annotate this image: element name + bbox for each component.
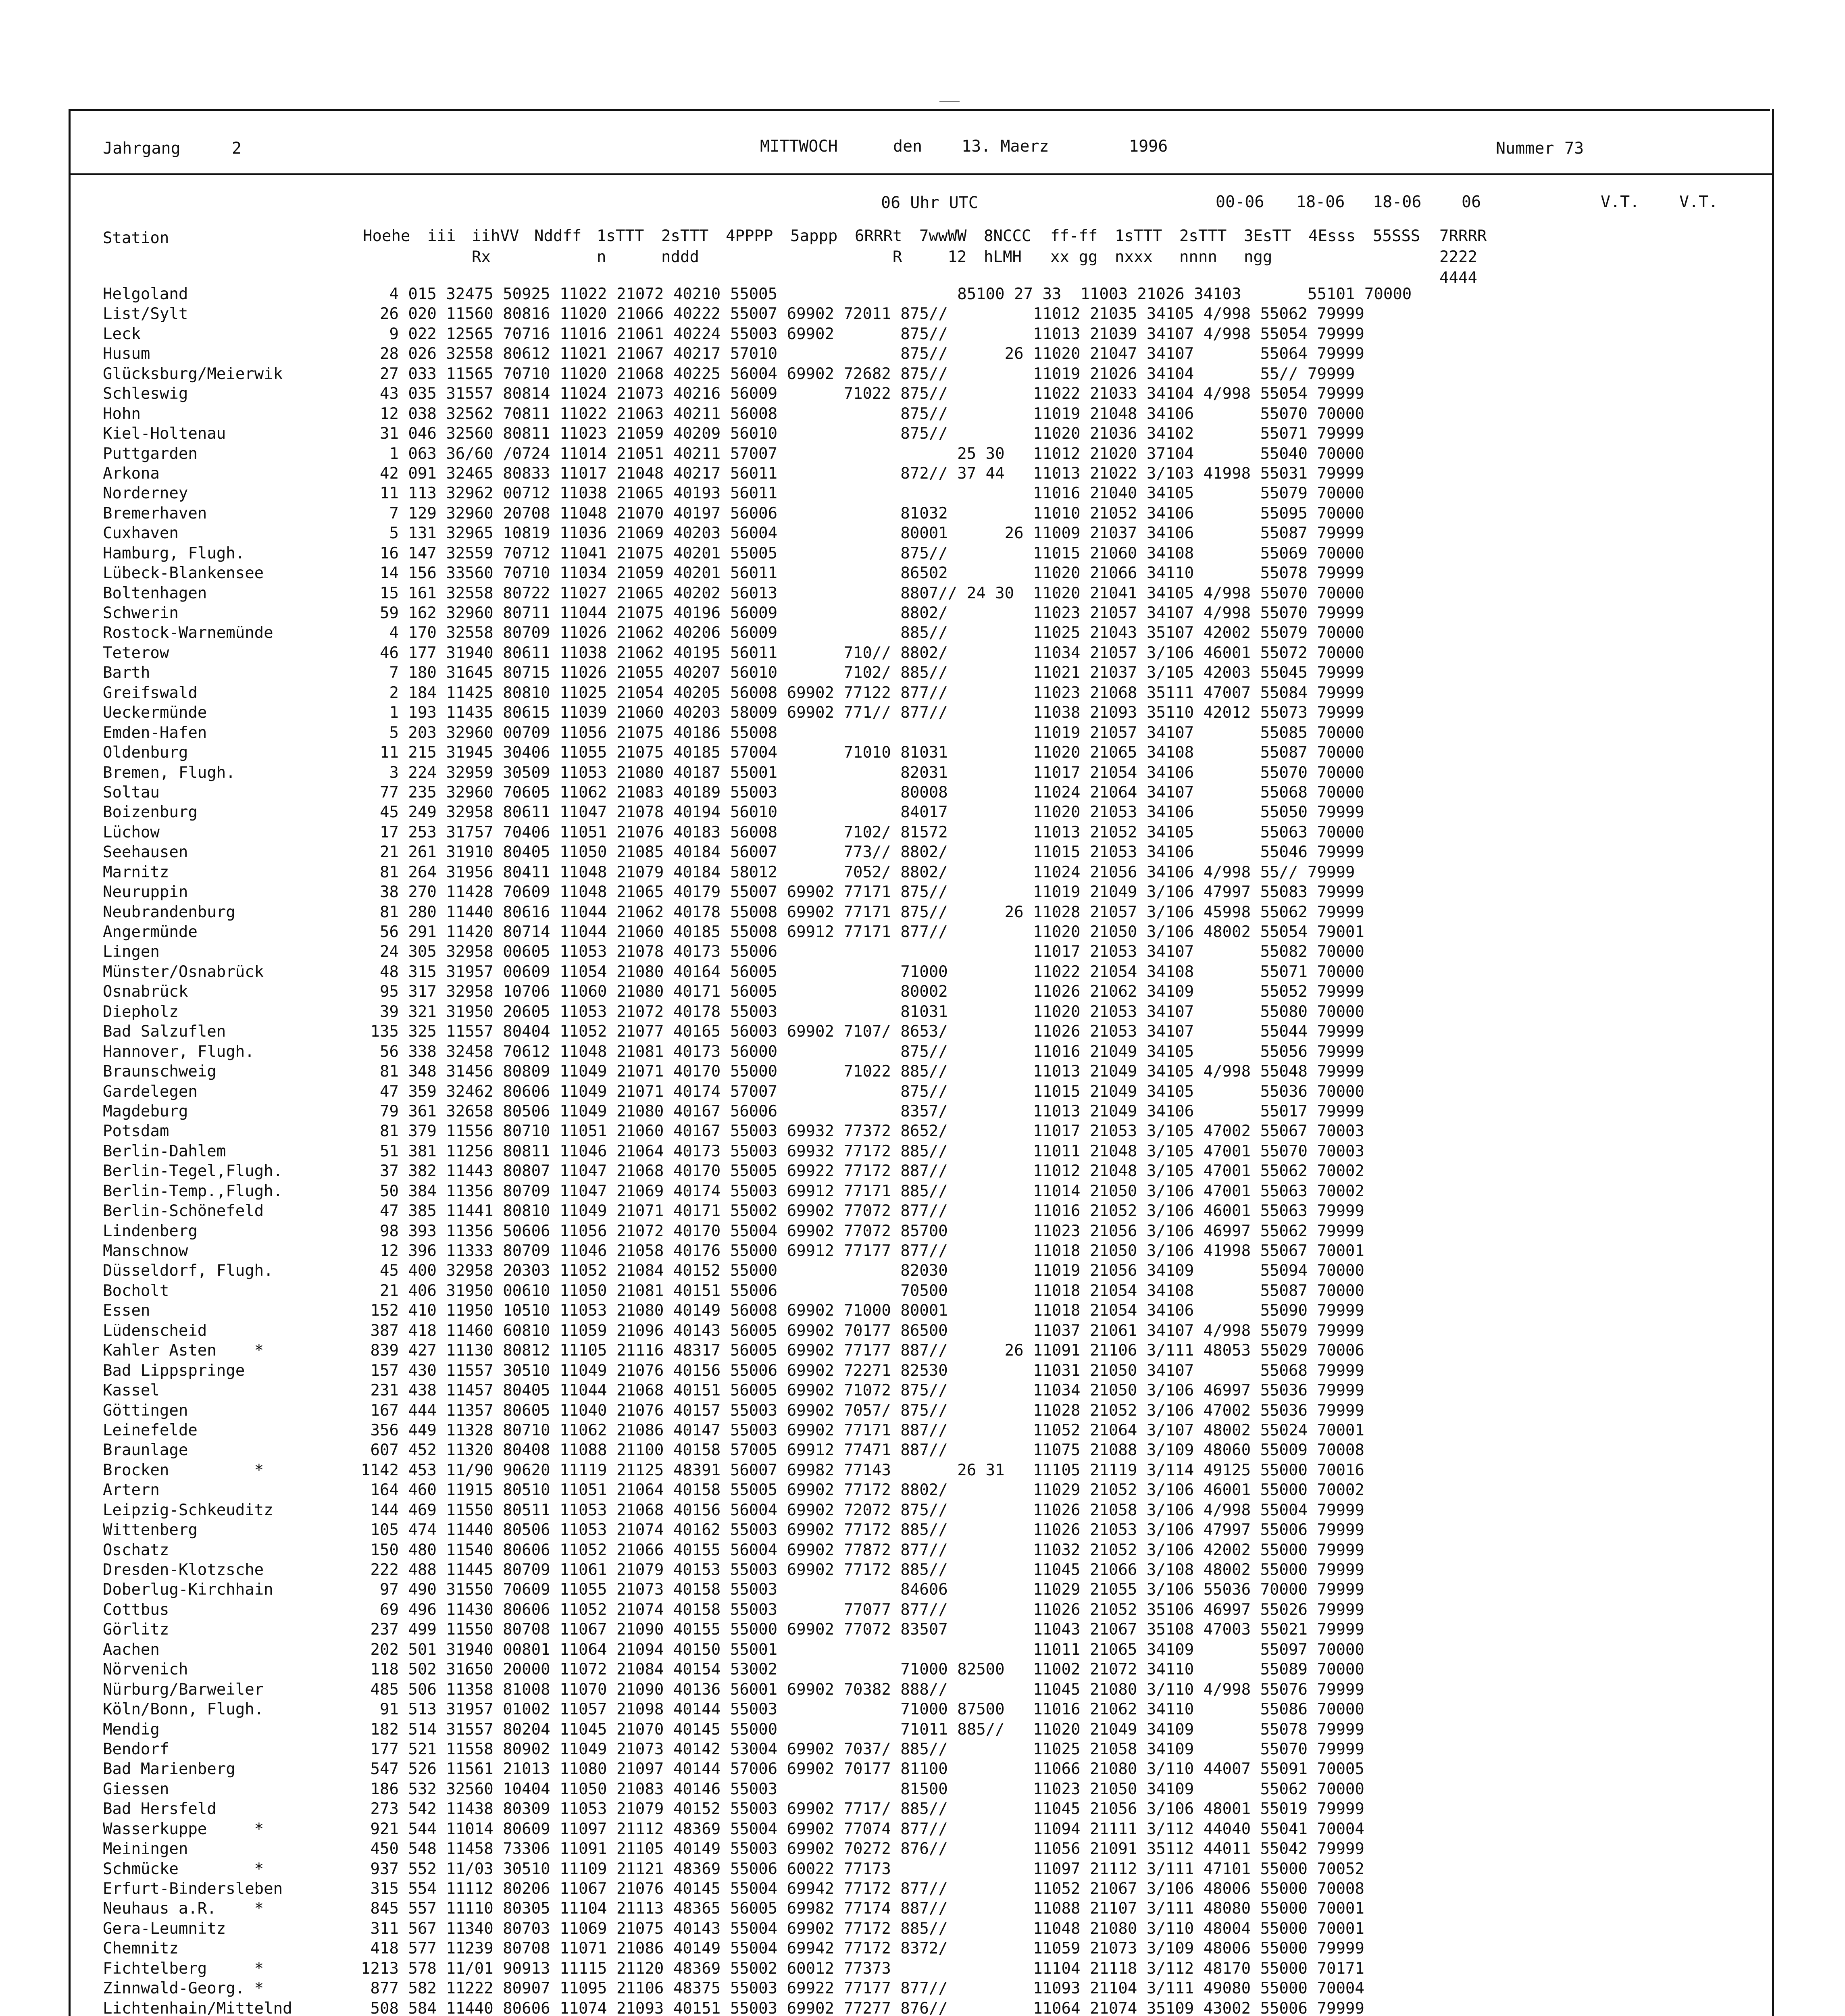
station-name: Angermünde <box>103 923 198 941</box>
station-name: Rostock-Warnemünde <box>103 624 273 642</box>
station-name: Lindenberg <box>103 1222 198 1240</box>
column-header-55sss: 55SSS <box>1373 227 1420 245</box>
table-row: 45 400 32958 20303 11052 21084 40152 55000 82030 11019 21056 34109 55094 70000 <box>361 1262 1364 1280</box>
table-row: 45 249 32958 80611 11047 21078 40194 56010 84017 11020 21053 34106 55050 79999 <box>361 803 1364 822</box>
station-name: Göttingen <box>103 1401 188 1420</box>
station-name: Bremerhaven <box>103 504 207 523</box>
station-name: Gera-Leumnitz <box>103 1919 226 1938</box>
station-name: Barth <box>103 664 150 682</box>
station-name: Kiel-Holtenau <box>103 425 226 443</box>
table-row: 231 438 11457 80405 11044 21068 40151 56005 69902 71072 875// 11034 21050 3/106 46997 55036 79999 <box>361 1381 1364 1400</box>
station-name: Diepholz <box>103 1002 179 1021</box>
station-name: Arkona <box>103 464 160 483</box>
table-row: 177 521 11558 80902 11049 21073 40142 53004 69902 7037/ 885// 11025 21058 34109 55070 79999 <box>361 1740 1364 1758</box>
group-header-18-06-b: 18-06 <box>1373 193 1422 211</box>
column-header-1sttt: 1sTTT n <box>597 227 644 266</box>
station-name: Aachen <box>103 1640 160 1659</box>
table-row: 11 215 31945 30406 11055 21075 40185 57004 71010 81031 11020 21065 34108 55087 70000 <box>361 744 1364 762</box>
station-name: Leck <box>103 325 141 343</box>
table-row: 28 026 32558 80612 11021 21067 40217 57010 875// 26 11020 21047 34107 55064 79999 <box>361 345 1364 363</box>
station-name: Leipzig-Schkeuditz <box>103 1501 273 1519</box>
column-header-4pppp: 4PPPP <box>726 227 773 245</box>
table-row: 77 235 32960 70605 11062 21083 40189 55003 80008 11024 21064 34107 55068 70000 <box>361 783 1364 802</box>
table-row: 202 501 31940 00801 11064 21094 40150 55001 11011 21065 34109 55097 70000 <box>361 1640 1364 1659</box>
table-row: 607 452 11320 80408 11088 21100 40158 57005 69912 77471 887// 11075 21088 3/109 48060 55009 70008 <box>361 1441 1364 1460</box>
station-name: Bad Salzuflen <box>103 1023 226 1041</box>
nummer-value: 73 <box>1564 139 1584 158</box>
table-row: 69 496 11430 80606 11052 21074 40158 55003 77077 877// 11026 21052 35106 46997 55026 79999 <box>361 1600 1364 1619</box>
station-name: Boizenburg <box>103 803 198 822</box>
station-name: Dresden-Klotzsche <box>103 1561 264 1579</box>
column-header-iii: iii <box>427 227 456 245</box>
station-name: Köln/Bonn, Flugh. <box>103 1700 264 1719</box>
year: 1996 <box>1129 137 1168 156</box>
header-rule <box>71 173 1772 175</box>
table-row: 48 315 31957 00609 11054 21080 40164 56005 71000 11022 21054 34108 55071 70000 <box>361 962 1364 981</box>
table-row: 845 557 11110 80305 11104 21113 48365 56005 69982 77174 887// 11088 21107 3/111 48080 55000 70001 <box>361 1899 1364 1918</box>
table-row: 921 544 11014 80609 11097 21112 48369 55004 69902 77074 877// 11094 21111 3/112 44040 55041 70004 <box>361 1820 1364 1838</box>
table-row: 21 406 31950 00610 11050 21081 40151 55006 70500 11018 21054 34108 55087 70000 <box>361 1281 1364 1300</box>
table-row: 356 449 11328 80710 11062 21086 40147 55003 69902 77171 887// 11052 21064 3/107 48002 55024 70001 <box>361 1421 1364 1439</box>
station-name: Bad Marienberg <box>103 1760 235 1779</box>
table-row: 95 317 32958 10706 11060 21080 40171 56005 80002 11026 21062 34109 55052 79999 <box>361 983 1364 1001</box>
table-row: 4 170 32558 80709 11026 21062 40206 56009 885// 11025 21043 35107 42002 55079 70000 <box>361 624 1364 642</box>
station-name: Teterow <box>103 644 169 662</box>
group-header-06: 06 <box>1462 193 1481 211</box>
table-row: 3 224 32959 30509 11053 21080 40187 55001 82031 11017 21054 34106 55070 70000 <box>361 763 1364 782</box>
table-row: 1142 453 11/90 90620 11119 21125 48391 56007 69982 77143 26 31 11105 21119 3/114 49125 55000 70016 <box>361 1461 1364 1479</box>
table-row: 167 444 11357 80605 11040 21076 40157 55003 69902 7057/ 875// 11028 21052 3/106 47002 55036 79999 <box>361 1401 1364 1420</box>
station-name: Greifswald <box>103 683 198 702</box>
table-row: 42 091 32465 80833 11017 21048 40217 56011 872// 37 44 11013 21022 3/103 41998 55031 79999 <box>361 464 1364 483</box>
station-name: Berlin-Dahlem <box>103 1142 226 1160</box>
column-header-4esss: 4Esss <box>1308 227 1356 245</box>
column-header-2sttt-nnnn: 2sTTT nnnn <box>1179 227 1227 266</box>
column-header-7wwww: 7wwWW 12 <box>919 227 967 266</box>
group-header-18-06-a: 18-06 <box>1296 193 1345 211</box>
station-name: Glücksburg/Meierwik <box>103 364 283 383</box>
table-row: 7 180 31645 80715 11026 21055 40207 56010 7102/ 885// 11021 21037 3/105 42003 55045 79999 <box>361 664 1364 682</box>
station-name: Ueckermünde <box>103 704 207 722</box>
station-name: Helgoland <box>103 285 188 303</box>
station-name: Magdeburg <box>103 1102 188 1120</box>
jahrgang-label: Jahrgang <box>103 139 181 158</box>
table-row: 7 129 32960 20708 11048 21070 40197 56006 81032 11010 21052 34106 55095 70000 <box>361 504 1364 523</box>
jahrgang-value: 2 <box>232 139 242 158</box>
station-name: Bremen, Flugh. <box>103 763 235 782</box>
table-row: 450 548 11458 73306 11091 21105 40149 55003 69902 70272 876// 11056 21091 35112 44011 55042 79999 <box>361 1840 1364 1858</box>
column-header-station: Station <box>103 229 169 247</box>
station-name: Neubrandenburg <box>103 903 235 921</box>
station-name: Lübeck-Blankensee <box>103 564 264 583</box>
table-row: 164 460 11915 80510 11051 21064 40158 55005 69902 77172 8802/ 11029 21052 3/106 46001 55000 70002 <box>361 1481 1364 1500</box>
table-row: 1213 578 11/01 90913 11115 21120 48369 55002 60012 77373 11104 21118 3/112 48170 55000 70171 <box>361 1959 1364 1978</box>
table-row: 81 379 11556 80710 11051 21060 40167 55003 69932 77372 8652/ 11017 21053 3/105 47002 55067 70003 <box>361 1122 1364 1141</box>
station-name: Kassel <box>103 1381 160 1400</box>
column-header-1sttt-nxxx: 1sTTT nxxx <box>1115 227 1162 266</box>
table-row: 315 554 11112 80206 11067 21076 40145 55004 69942 77172 877// 11052 21067 3/106 48006 55000 70008 <box>361 1880 1364 1898</box>
station-name: Norderney <box>103 484 188 503</box>
station-name: Cuxhaven <box>103 524 179 543</box>
station-name: Görlitz <box>103 1620 169 1639</box>
station-name: Braunschweig <box>103 1062 217 1081</box>
station-name: Emden-Hafen <box>103 723 207 742</box>
table-row: 39 321 31950 20605 11053 21072 40178 55003 81031 11020 21053 34107 55080 70000 <box>361 1002 1364 1021</box>
station-name: Manschnow <box>103 1242 188 1260</box>
scan-mark <box>939 101 960 102</box>
obs-time-header: 06 Uhr UTC <box>881 194 978 212</box>
table-row: 15 161 32558 80722 11027 21065 40202 56013 8807// 24 30 11020 21041 34105 4/998 55070 70000 <box>361 584 1364 602</box>
table-row: 9 022 12565 70716 11016 21061 40224 55003 69902 875// 11013 21039 34107 4/998 55054 79999 <box>361 325 1364 343</box>
table-row: 150 480 11540 80606 11052 21066 40155 56004 69902 77872 877// 11032 21052 3/106 42002 55000 79999 <box>361 1541 1364 1559</box>
station-name: Seehausen <box>103 843 188 862</box>
station-name: Lüchow <box>103 823 160 841</box>
table-row: 2 184 11425 80810 11025 21054 40205 56008 69902 77122 877// 11023 21068 35111 47007 55084 79999 <box>361 683 1364 702</box>
station-name: Gardelegen <box>103 1082 198 1101</box>
column-header-2sttt: 2sTTT nddd <box>661 227 709 266</box>
table-row: 27 033 11565 70710 11020 21068 40225 56004 69902 72682 875// 11019 21026 34104 55// 79999 <box>361 364 1355 383</box>
table-row: 46 177 31940 80611 11038 21062 40195 56011 710// 8802/ 11034 21057 3/106 46001 55072 70000 <box>361 644 1364 662</box>
station-name: Münster/Osnabrück <box>103 962 264 981</box>
station-name: Erfurt-Bindersleben <box>103 1880 283 1898</box>
table-row: 56 338 32458 70612 11048 21081 40173 56000 875// 11016 21049 34105 55056 79999 <box>361 1042 1364 1061</box>
table-row: 118 502 31650 20000 11072 21084 40154 53002 71000 82500 11002 21072 34110 55089 70000 <box>361 1660 1364 1679</box>
table-row: 47 359 32462 80606 11049 21071 40174 57007 875// 11015 21049 34105 55036 70000 <box>361 1082 1364 1101</box>
table-row: 387 418 11460 60810 11059 21096 40143 56005 69902 70177 86500 11037 21061 34107 4/998 55079 79999 <box>361 1321 1364 1340</box>
station-name: Marnitz <box>103 863 169 881</box>
station-name: Doberlug-Kirchhain <box>103 1581 273 1599</box>
table-row: 59 162 32960 80711 11044 21075 40196 56009 8802/ 11023 21057 34107 4/998 55070 79999 <box>361 604 1364 622</box>
group-header-00-06: 00-06 <box>1216 193 1264 211</box>
table-row: 81 280 11440 80616 11044 21062 40178 55008 69902 77171 875// 26 11028 21057 3/106 45998 55062 79999 <box>361 903 1364 921</box>
table-row: 26 020 11560 80816 11020 21066 40222 55007 69902 72011 875// 11012 21035 34105 4/998 55062 79999 <box>361 305 1364 323</box>
table-row: 186 532 32560 10404 11050 21083 40146 55003 81500 11023 21050 34109 55062 70000 <box>361 1780 1364 1798</box>
table-row: 222 488 11445 80709 11061 21079 40153 55003 69902 77172 885// 11045 21066 3/108 48002 55000 79999 <box>361 1561 1364 1579</box>
station-name: Mendig <box>103 1720 160 1739</box>
station-name: Bocholt <box>103 1281 169 1300</box>
table-row: 182 514 31557 80204 11045 21070 40145 55000 71011 885// 11020 21049 34109 55078 79999 <box>361 1720 1364 1739</box>
table-row: 105 474 11440 80506 11053 21074 40162 55003 69902 77172 885// 11026 21053 3/106 47997 55006 79999 <box>361 1521 1364 1539</box>
station-name: Neuhaus a.R. * <box>103 1899 264 1918</box>
column-header-iihvv: iihVV Rx <box>472 227 519 266</box>
station-name: Soltau <box>103 783 160 802</box>
station-name: Cottbus <box>103 1600 169 1619</box>
column-header-7rrrr: 7RRRR 2222 4444 <box>1439 227 1487 287</box>
table-row: 877 582 11222 80907 11095 21106 48375 55003 69922 77177 877// 11093 21104 3/111 49080 55000 70004 <box>361 1979 1364 1998</box>
table-row: 5 131 32965 10819 11036 21069 40203 56004 80001 26 11009 21037 34106 55087 79999 <box>361 524 1364 543</box>
station-name: Berlin-Temp.,Flugh. <box>103 1182 283 1200</box>
table-row: 21 261 31910 80405 11050 21085 40184 56007 773// 8802/ 11015 21053 34106 55046 79999 <box>361 843 1364 862</box>
station-name: Braunlage <box>103 1441 188 1460</box>
report-frame-right-border <box>1772 109 1774 2016</box>
station-name: Meiningen <box>103 1840 188 1858</box>
station-name: List/Sylt <box>103 305 188 323</box>
table-row: 38 270 11428 70609 11048 21065 40179 55007 69902 77171 875// 11019 21049 3/106 47997 55083 79999 <box>361 883 1364 902</box>
station-name: Wittenberg <box>103 1521 198 1539</box>
table-row: 4 015 32475 50925 11022 21072 40210 55005 85100 27 33 11003 21026 34103 55101 70000 <box>361 285 1412 303</box>
table-row: 37 382 11443 80807 11047 21068 40170 55005 69922 77172 887// 11012 21048 3/105 47001 55062 70002 <box>361 1162 1364 1181</box>
table-row: 311 567 11340 80703 11069 21075 40143 55004 69902 77172 885// 11048 21080 3/110 48004 55000 70001 <box>361 1919 1364 1938</box>
table-row: 273 542 11438 80309 11053 21079 40152 55003 69902 7717/ 885// 11045 21056 3/106 48001 55019 79999 <box>361 1800 1364 1818</box>
station-name: Nürburg/Barweiler <box>103 1680 264 1699</box>
station-name: Lichtenhain/Mittelnd <box>103 1999 292 2016</box>
station-name: Brocken * <box>103 1461 264 1479</box>
weekday: MITTWOCH <box>760 137 838 156</box>
den-label: den <box>893 137 922 156</box>
station-name: Schwerin <box>103 604 179 622</box>
station-name: Hamburg, Flugh. <box>103 544 245 562</box>
table-row: 418 577 11239 80708 11071 21086 40149 55004 69942 77172 8372/ 11059 21073 3/109 48006 55000 79999 <box>361 1939 1364 1958</box>
table-row: 24 305 32958 00605 11053 21078 40173 55006 11017 21053 34107 55082 70000 <box>361 943 1364 961</box>
table-row: 12 396 11333 80709 11046 21058 40176 55000 69912 77177 877// 11018 21050 3/106 41998 55067 70001 <box>361 1242 1364 1260</box>
column-header-ff-ff: ff-ff xx gg <box>1050 227 1098 266</box>
table-row: 43 035 31557 80814 11024 21073 40216 56009 71022 875// 11022 21033 34104 4/998 55054 79999 <box>361 385 1364 403</box>
station-name: Puttgarden <box>103 444 198 463</box>
station-name: Fichtelberg * <box>103 1959 264 1978</box>
station-name: Oldenburg <box>103 744 188 762</box>
table-row: 152 410 11950 10510 11053 21080 40149 56008 69902 71000 80001 11018 21054 34106 55090 79999 <box>361 1302 1364 1320</box>
table-row: 839 427 11130 80812 11105 21116 48317 56005 69902 77177 887// 26 11091 21106 3/111 48053 55029 70006 <box>361 1341 1364 1360</box>
column-header-5appp: 5appp <box>790 227 838 245</box>
table-row: 485 506 11358 81008 11070 21090 40136 56001 69902 70382 888// 11045 21080 3/110 4/998 55076 79999 <box>361 1680 1364 1699</box>
station-name: Schleswig <box>103 385 188 403</box>
table-row: 79 361 32658 80506 11049 21080 40167 56006 8357/ 11013 21049 34106 55017 79999 <box>361 1102 1364 1120</box>
station-name: Wasserkuppe * <box>103 1820 264 1838</box>
table-row: 237 499 11550 80708 11067 21090 40155 55000 69902 77072 83507 11043 21067 35108 47003 55021 79999 <box>361 1620 1364 1639</box>
station-name: Potsdam <box>103 1122 169 1141</box>
station-name: Lüdenscheid <box>103 1321 207 1340</box>
station-name: Bad Lippspringe <box>103 1361 245 1380</box>
station-name: Berlin-Tegel,Flugh. <box>103 1162 283 1181</box>
column-header-3estt: 3EsTT ngg <box>1244 227 1291 266</box>
table-row: 1 193 11435 80615 11039 21060 40203 58009 69902 771// 877// 11038 21093 35110 42012 55073 79999 <box>361 704 1364 722</box>
station-name: Giessen <box>103 1780 169 1798</box>
table-row: 17 253 31757 70406 11051 21076 40183 56008 7102/ 81572 11013 21052 34105 55063 70000 <box>361 823 1364 841</box>
table-row: 508 584 11440 80606 11074 21093 40151 55003 69902 77277 876// 11064 21074 35109 43002 55006 79999 <box>361 1999 1364 2016</box>
table-row: 937 552 11/03 30510 11109 21121 48369 55006 60022 77173 11097 21112 3/111 47101 55000 70052 <box>361 1860 1364 1878</box>
station-name: Zinnwald-Georg. * <box>103 1979 264 1998</box>
station-name: Chemnitz <box>103 1939 179 1958</box>
table-row: 144 469 11550 80511 11053 21068 40156 56004 69902 72072 875// 11026 21058 3/106 4/998 55004 79999 <box>361 1501 1364 1519</box>
table-row: 31 046 32560 80811 11023 21059 40209 56010 875// 11020 21036 34102 55071 79999 <box>361 425 1364 443</box>
table-row: 1 063 36/60 /0724 11014 21051 40211 57007 25 30 11012 21020 37104 55040 70000 <box>361 444 1364 463</box>
station-name: Kahler Asten * <box>103 1341 264 1360</box>
date: 13. Maerz <box>962 137 1049 156</box>
station-name: Leinefelde <box>103 1421 198 1439</box>
station-name: Lingen <box>103 943 160 961</box>
station-name: Husum <box>103 345 150 363</box>
table-row: 81 264 31956 80411 11048 21079 40184 58012 7052/ 8802/ 11024 21056 34106 4/998 55// 79999 <box>361 863 1355 881</box>
table-row: 16 147 32559 70712 11041 21075 40201 55005 875// 11015 21060 34108 55069 70000 <box>361 544 1364 562</box>
table-row: 51 381 11256 80811 11046 21064 40173 55003 69932 77172 885// 11011 21048 3/105 47001 55070 70003 <box>361 1142 1364 1160</box>
station-name: Neuruppin <box>103 883 188 902</box>
station-name: Nörvenich <box>103 1660 188 1679</box>
table-row: 5 203 32960 00709 11056 21075 40186 55008 11019 21057 34107 55085 70000 <box>361 723 1364 742</box>
column-header-8nccc: 8NCCC hLMH <box>984 227 1031 266</box>
table-row: 98 393 11356 50606 11056 21072 40170 55004 69902 77072 85700 11023 21056 3/106 46997 55062 79999 <box>361 1222 1364 1240</box>
station-name: Bendorf <box>103 1740 169 1758</box>
table-row: 547 526 11561 21013 11080 21097 40144 57006 69902 70177 81100 11066 21080 3/110 44007 55091 70005 <box>361 1760 1364 1779</box>
table-row: 56 291 11420 80714 11044 21060 40185 55008 69912 77171 877// 11020 21050 3/106 48002 55054 79001 <box>361 923 1364 941</box>
observation-table <box>361 284 1760 2016</box>
nummer-label: Nummer <box>1496 139 1554 158</box>
table-row: 14 156 33560 70710 11034 21059 40201 56011 86502 11020 21066 34110 55078 79999 <box>361 564 1364 583</box>
group-header-vt-a: V.T. <box>1601 193 1640 211</box>
group-header-vt-b: V.T. <box>1679 193 1718 211</box>
table-row: 11 113 32962 00712 11038 21065 40193 56011 11016 21040 34105 55079 70000 <box>361 484 1364 503</box>
table-row: 47 385 11441 80810 11049 21071 40171 55002 69902 77072 877// 11016 21052 3/106 46001 55063 79999 <box>361 1202 1364 1220</box>
station-name: Essen <box>103 1302 150 1320</box>
station-name: Boltenhagen <box>103 584 207 602</box>
table-row: 157 430 11557 30510 11049 21076 40156 55006 69902 72271 82530 11031 21050 34107 55068 79999 <box>361 1361 1364 1380</box>
table-row: 135 325 11557 80404 11052 21077 40165 56003 69902 7107/ 8653/ 11026 21053 34107 55044 79999 <box>361 1023 1364 1041</box>
station-name: Osnabrück <box>103 983 188 1001</box>
table-row: 50 384 11356 80709 11047 21069 40174 55003 69912 77171 885// 11014 21050 3/106 47001 55063 70002 <box>361 1182 1364 1200</box>
column-header-hoehe: Hoehe <box>363 227 410 245</box>
table-row: 81 348 31456 80809 11049 21071 40170 55000 71022 885// 11013 21049 34105 4/998 55048 79999 <box>361 1062 1364 1081</box>
station-list <box>103 284 361 2016</box>
station-name: Hannover, Flugh. <box>103 1042 254 1061</box>
station-name: Oschatz <box>103 1541 169 1559</box>
column-header-6rrrt: 6RRRt R <box>855 227 902 266</box>
station-name: Artern <box>103 1481 160 1500</box>
station-name: Berlin-Schönefeld <box>103 1202 264 1220</box>
column-header-nddff: Nddff <box>534 227 582 245</box>
station-name: Schmücke * <box>103 1860 264 1878</box>
station-name: Düsseldorf, Flugh. <box>103 1262 273 1280</box>
table-row: 12 038 32562 70811 11022 21063 40211 56008 875// 11019 21048 34106 55070 70000 <box>361 404 1364 423</box>
station-name: Hohn <box>103 404 141 423</box>
table-row: 97 490 31550 70609 11055 21073 40158 55003 84606 11029 21055 3/106 55036 70000 79999 <box>361 1581 1364 1599</box>
station-name: Bad Hersfeld <box>103 1800 217 1818</box>
table-row: 91 513 31957 01002 11057 21098 40144 55003 71000 87500 11016 21062 34110 55086 70000 <box>361 1700 1364 1719</box>
